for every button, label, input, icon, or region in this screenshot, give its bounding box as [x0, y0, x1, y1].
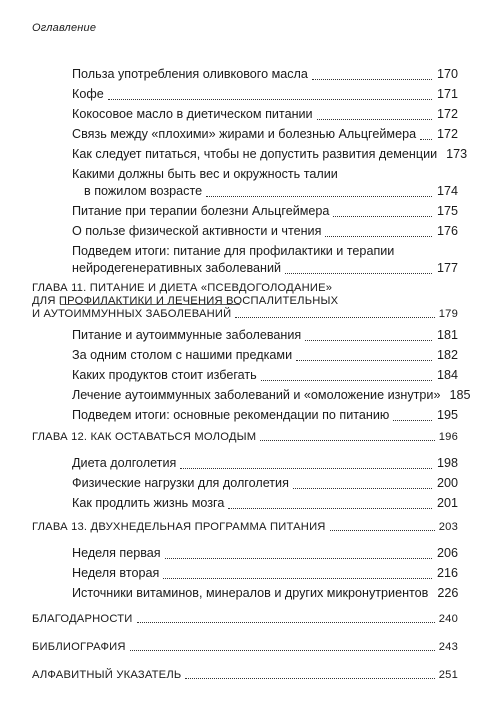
- toc-entry-title: Неделя вторая: [72, 566, 160, 580]
- toc-entry[interactable]: [72, 223, 458, 240]
- toc-entry-title-line1: Какими должны быть вес и окружность талии: [72, 167, 338, 181]
- chapter-page: 179: [438, 308, 458, 320]
- dot-leader: [165, 558, 432, 559]
- back-matter-bibliography[interactable]: [32, 640, 458, 654]
- chapter-page: 196: [438, 431, 458, 443]
- toc-entry-title-line1: Подведем итоги: питание для профилактики и терапии: [72, 244, 395, 258]
- toc-entry-continuation[interactable]: [84, 183, 458, 200]
- toc-entry[interactable]: [72, 86, 458, 103]
- dot-leader: [333, 216, 432, 217]
- chapter-title-line3: И АУТОИММУННЫХ ЗАБОЛЕВАНИЙ: [32, 308, 232, 320]
- toc-entry-page: 173: [446, 147, 468, 161]
- dot-leader: [285, 273, 432, 274]
- section-title: БИБЛИОГРАФИЯ: [32, 641, 126, 653]
- dot-leader: [293, 488, 432, 489]
- toc-entry-title: Кофе: [72, 87, 104, 101]
- toc-entry-page: 172: [436, 107, 458, 121]
- chapter-12-heading[interactable]: [32, 430, 458, 444]
- dot-leader: [180, 468, 432, 469]
- toc-entry-title: Кокосовое масло в диетическом питании: [72, 107, 313, 121]
- section-title: БЛАГОДАРНОСТИ: [32, 613, 133, 625]
- toc-entry-page: 175: [436, 204, 458, 218]
- chapter-title-line1: ГЛАВА 11. ПИТАНИЕ И ДИЕТА «ПСЕВДОГОЛОДАНИЕ»: [32, 282, 333, 294]
- toc-entry-title: Лечение аутоиммунных заболеваний и «омоложение изнутри»: [72, 388, 441, 402]
- toc-entry[interactable]: [72, 367, 458, 384]
- dot-leader: [325, 236, 432, 237]
- toc-entry-title: Польза употребления оливкового масла: [72, 67, 308, 81]
- dot-leader: [185, 678, 434, 679]
- toc-entry-page: 176: [436, 224, 458, 238]
- toc-entry-title: За одним столом с нашими предками: [72, 348, 293, 362]
- toc-entry[interactable]: [72, 495, 458, 512]
- toc-entry[interactable]: [72, 106, 458, 123]
- toc-entry-page: 200: [436, 476, 458, 490]
- toc-entry-wrapped[interactable]: [72, 243, 458, 260]
- toc-entry-title: Диета долголетия: [72, 456, 177, 470]
- toc-entry-title: Физические нагрузки для долголетия: [72, 476, 289, 490]
- toc-entry-page: 182: [436, 348, 458, 362]
- dot-leader: [137, 622, 435, 623]
- toc-entry[interactable]: [72, 387, 471, 404]
- dot-leader: [163, 578, 432, 579]
- toc-entry-title: Питание при терапии болезни Альцгеймера: [72, 204, 330, 218]
- dot-leader: [305, 340, 432, 341]
- section-page: 240: [438, 613, 458, 625]
- toc-entry-page: 171: [436, 87, 458, 101]
- dot-leader: [296, 360, 432, 361]
- toc-entry[interactable]: [72, 407, 458, 424]
- toc-entry-page: 195: [436, 408, 458, 422]
- dot-leader: [312, 79, 432, 80]
- toc-entry-title: Источники витаминов, минералов и других микронутриентов: [72, 586, 429, 600]
- chapter-11-heading[interactable]: [32, 282, 458, 321]
- toc-entry-title: О пользе физической активности и чтения: [72, 224, 322, 238]
- chapter-title-line2: ДЛЯ ПРОФИЛАКТИКИ И ЛЕЧЕНИЯ ВОСПАЛИТЕЛЬНЫХ: [32, 295, 339, 307]
- chapter-title-last-line: [32, 308, 458, 321]
- dot-leader: [420, 139, 432, 140]
- dot-leader: [108, 99, 432, 100]
- toc-entry-title: Каких продуктов стоит избегать: [72, 368, 257, 382]
- dot-leader: [317, 119, 432, 120]
- toc-entry[interactable]: [72, 347, 458, 364]
- toc-entry-title: Связь между «плохими» жирами и болезнью Альцгеймера: [72, 127, 417, 141]
- toc-entry-title: Как следует питаться, чтобы не допустить развития деменции: [72, 147, 438, 161]
- toc-entry-title: Подведем итоги: основные рекомендации по питанию: [72, 408, 390, 422]
- running-head: Оглавление: [32, 22, 97, 34]
- toc-entry-title: Питание и аутоиммунные заболевания: [72, 328, 302, 342]
- back-matter-acknowledgements[interactable]: [32, 612, 458, 626]
- toc-entry-page: 174: [436, 184, 458, 198]
- section-page: 251: [438, 669, 458, 681]
- dot-leader: [260, 440, 434, 441]
- toc-entry-wrapped[interactable]: [72, 166, 458, 183]
- toc-entry[interactable]: [72, 146, 468, 163]
- toc-entry-page: 201: [436, 496, 458, 510]
- toc-entry-page: 184: [436, 368, 458, 382]
- dot-leader: [330, 530, 435, 531]
- toc-entry-title: в пожилом возрасте: [84, 184, 203, 198]
- toc-entry[interactable]: [72, 126, 458, 143]
- toc-entry[interactable]: [72, 327, 458, 344]
- chapter-page: 203: [438, 521, 458, 533]
- toc-entry-title: Как продлить жизнь мозга: [72, 496, 225, 510]
- toc-entry[interactable]: [72, 203, 458, 220]
- toc-entry-page: 181: [436, 328, 458, 342]
- toc-entry-page: 170: [436, 67, 458, 81]
- chapter-divider: [60, 304, 240, 305]
- toc-entry-page: 216: [436, 566, 458, 580]
- chapter-title: ГЛАВА 13. ДВУХНЕДЕЛЬНАЯ ПРОГРАММА ПИТАНИЯ: [32, 521, 326, 533]
- toc-entry-page: 177: [436, 261, 458, 275]
- dot-leader: [261, 380, 432, 381]
- dot-leader: [228, 508, 432, 509]
- toc-entry[interactable]: [72, 585, 458, 602]
- toc-entry-page: 206: [436, 546, 458, 560]
- toc-entry[interactable]: [72, 545, 458, 562]
- toc-entry[interactable]: [72, 66, 458, 83]
- toc-entry-page: 185: [449, 388, 471, 402]
- dot-leader: [206, 196, 432, 197]
- dot-leader: [130, 650, 435, 651]
- dot-leader: [393, 420, 432, 421]
- section-title: АЛФАВИТНЫЙ УКАЗАТЕЛЬ: [32, 669, 182, 681]
- toc-entry-page: 172: [436, 127, 458, 141]
- toc-entry-title: нейродегенеративных заболеваний: [72, 261, 282, 275]
- chapter-title: ГЛАВА 12. КАК ОСТАВАТЬСЯ МОЛОДЫМ: [32, 431, 257, 443]
- toc-entry[interactable]: [72, 565, 458, 582]
- toc-entry-continuation[interactable]: [72, 260, 458, 277]
- back-matter-index[interactable]: [32, 668, 458, 682]
- chapter-13-heading[interactable]: [32, 520, 458, 534]
- toc-entry[interactable]: [72, 475, 458, 492]
- toc-entry-page: 226: [437, 586, 459, 600]
- dot-leader: [235, 317, 434, 318]
- section-page: 243: [438, 641, 458, 653]
- toc-entry-page: 198: [436, 456, 458, 470]
- toc-entry-title: Неделя первая: [72, 546, 161, 560]
- toc-entry[interactable]: [72, 455, 458, 472]
